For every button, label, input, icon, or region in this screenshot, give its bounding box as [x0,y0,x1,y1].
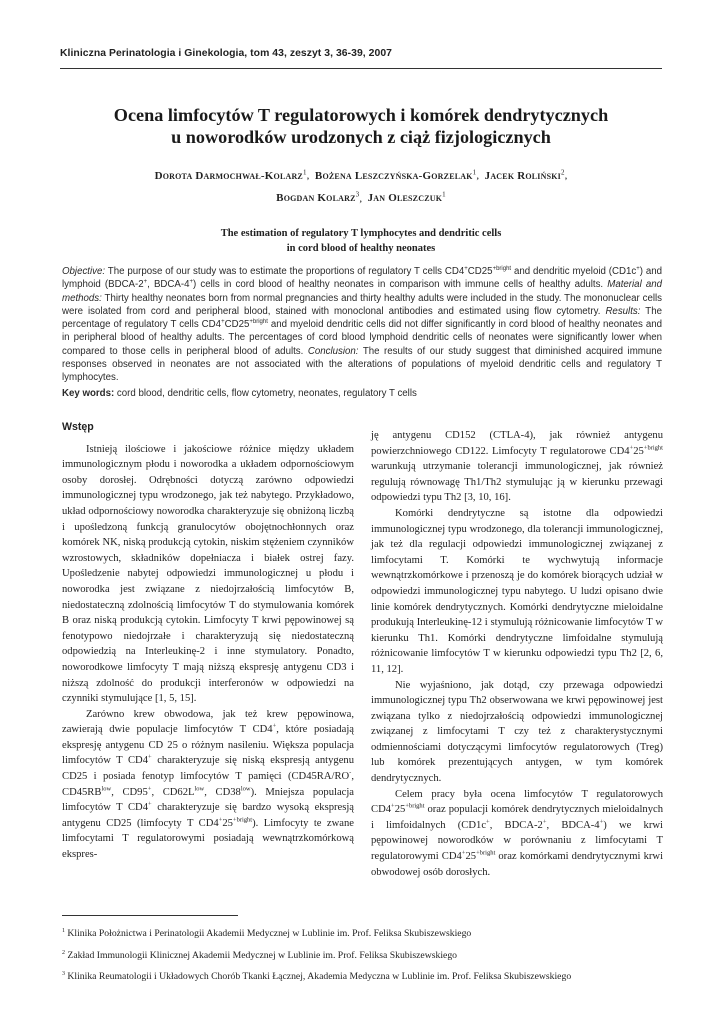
author-name: Bożena Leszczyńska-Gorzelak [314,169,473,182]
paragraph-text: Zarówno krew obwodowa, jak też krew pępowinowa, zawierają dwie populacje limfocytów T CD4 [62,708,354,736]
title-line-1: Ocena limfocytów T regulatorowych i komórek dendrytycznych [113,105,609,125]
right-column [371,428,663,880]
footnote-number: 2 [62,949,65,956]
paragraph [371,787,663,881]
paragraph-text: , BDCA-2 [489,819,543,831]
superscript: + [272,722,277,730]
superscript: +bright [476,849,496,857]
paragraph-text: charakteryzuje się niską ekspresją antygenu CD25 i posiada fenotyp limfocytów T pamięci (CD45RA/RO [62,755,354,783]
paragraph [371,428,663,506]
footnote-number: 1 [62,928,65,934]
superscript: low [194,785,205,793]
abstract-text: ) and lymphoid (BDCA-2 [62,266,662,291]
superscript: + [218,816,223,824]
journal-header: Kliniczna Perinatologia i Ginekologia, tom 43, zeszyt 3, 36-39, 2007 [60,48,392,59]
superscript: + [221,318,225,325]
footnote-divider [62,915,238,916]
paragraph-text: warunkują utrzymanie tolerancji immunologicznej, jak również regulują równowagę Th1/Th2 stymulując ją w kierunku przewagi odpowiedzi typu Th2 [3, 10, 16]. [371,461,663,504]
left-column [62,420,354,863]
paragraph-text: , CD62L [151,786,195,798]
english-title-line-1: The estimation of regulatory T lymphocytes and dendritic cells [220,228,502,239]
author [155,170,307,182]
section-heading: Wstęp [62,421,94,433]
superscript: + [148,753,152,761]
paragraph [62,707,354,863]
abstract [62,265,662,385]
keywords-label: Key words: [62,388,115,399]
superscript: + [148,800,152,808]
paragraph: Nie wyjaśniono, jak dotąd, czy przewaga odpowiedzi immunologicznej typu Th2 obserwowana we krwi pępowinowej jest związana tylko z niedojrzałością odpowiedzi immunologicznej związanej z limfocytami T czy też z charakterystycznymi odmiennościami dotyczącymi limfocytów regulatorowych (Treg) lub komórek prezentujących antygen, w tym komórek dendrytycznych. [371,679,663,785]
author-affiliation: 1 [302,168,307,176]
superscript: + [189,279,194,286]
abstract-text: The percentage of regulatory T cells CD4 [62,305,662,331]
paragraph-text: ). Mniejsza populacja limfocytów T CD4 [62,786,354,814]
paragraph-text: ję antygenu CD152 (CTLA-4), jak również antygenu powierzchniowego CD122. Limfocyty T regulatorowe CD4 [371,430,663,457]
superscript: low [101,785,112,793]
conclusion-label: Conclusion: [307,345,359,357]
superscript: + [143,279,148,286]
objective-label: Objective: [62,266,106,277]
superscript: + [464,265,468,272]
header-divider [60,68,662,69]
author-list: Dorota Darmochwał-Kolarz$^1$, Bożena Leszczyńska-Gorzelak$^1$, Jacek Roliński$^2$, Bogdan Kolarz$^3$, Jan Oleszczuk$^1$ [154,168,568,205]
abstract-text: , BDCA-4 [147,279,190,291]
superscript: + [599,818,604,826]
paragraph-text: , BDCA-4 [546,819,600,831]
author-affiliation: 1 [442,190,446,199]
english-title [60,226,662,256]
paragraph: Istnieją ilościowe i jakościowe różnice między układem immunologicznym płodu i noworodka a układem odpornościowym osoby dorosłej. Odrębności dotyczą zarówno odpowiedzi immunologicznej typu wrodzonego, jak też nabytego. Przykładowo, układ odpornościowy noworodka charakteryzuje się obniżoną liczbą i upośledzoną funkcją granulocytów obojętnochłonnych oraz komórek NK, niską produkcją cytokin, niskim stężeniem czynników wzrostowych, składników dopełniacza i białek ostrej fazy. Upośledzenie nabytej odpowiedzi immunologicznej u płodu i noworodka jest związane z niedojrzałością limfocytów B, niedostateczną zdolnością limfocytów T do stymulowania komórek B oraz niską produkcją cytokin. Limfocyty T krwi pępowinowej są fenotypowo niedojrzałe i charakteryzują się niedostateczną odpowiedzią na Interleukinę-2 i inne stymulatory. Ponadto, noworodkowe limfocyty T mają niższą ekspresję antygenu CD3 i niższą zdolność do produkcji interferonów w odpowiedzi na czynniki stymulujące [1, 5, 15]. [62,443,354,705]
footnotes [62,922,662,987]
author [315,170,476,182]
author-name: Dorota Darmochwał-Kolarz [154,169,303,182]
footnote [62,922,662,944]
paragraph-text: , CD38 [204,786,241,798]
author-name: Bogdan Kolarz [276,192,356,205]
superscript: + [147,785,152,793]
author-affiliation: 3 [355,190,360,199]
abstract-text: The results of our study suggest that diminished acquired immune responses observed in neonates are not associated with the alterations of populations of myeloid dendritic cells and regulatory T lymphocytes. [62,345,662,384]
author-affiliation: 2 [560,168,565,176]
abstract-text: Thirty healthy neonates born from normal pregnancies and thirty healthy adults were included in the study. The mononuclear cells were isolated from cord and peripheral blood, stained with monoclonal antibodies and estimated using flow cytometry. [62,292,662,317]
superscript: +bright [492,265,512,272]
paragraph-text: ). Limfocyty te zwane limfocytami T regulatorowymi posiadają wewnątrzkomórkową ekspres- [62,817,354,861]
abstract-text: The purpose of our study was to estimate the proportions of regulatory T cells CD4 [105,266,465,277]
paragraph-text: ) we krwi pępowinowej noworodków w porównaniu z limfocytami T regulatorowymi CD4 [371,819,663,863]
footnote-text: Klinika Położnictwa i Perinatologii Akademii Medycznej w Lublinie im. Prof. Feliksa Skubiszewskiego [65,928,472,940]
paragraph-text: , które posiadają ekspresję antygenu CD 25 o różnym nasileniu. Większa populacja limfocytów T CD4 [62,724,354,767]
superscript: + [542,818,547,826]
abstract-text: CD25 [224,319,250,331]
results-label: Results: [605,305,641,317]
superscript: +bright [232,816,253,824]
footnote-text: Klinika Reumatologii i Układowych Chorób Tkanki Łącznej, Akademia Medyczna w Lublinie im. Prof. Feliksa Skubiszewskiego [65,971,572,983]
footnote [62,965,662,987]
author-name: Jacek Roliński [484,169,561,182]
keywords-text: cord blood, dendritic cells, flow cytometry, neonates, regulatory T cells [114,388,417,399]
paragraph-text: oraz populacji komórek dendrytycznych mieloidalnych i limfoidalnych (CD1c [371,804,663,831]
paragraph: Komórki dendrytyczne są istotne dla odpowiedzi immunologicznej typu wrodzonego, dla tolerancji immunologicznej, jak też dla regulacji odpowiedzi immunologicznej związanej z limfocytami T. Komórki te wychwytują informacje wewnątrzkomórkowe i przenoszą je do komórek biorących udział w odpowiedzi immunologicznej typu nabytego. U ludzi opisano dwie linie komórek dendrytycznych. Komórki dendrytyczne mieloidalne produkują Interleukinę-12 i stymulują różnicowanie limfocytów T w kierunku Th1. Komórki dendrytyczne limfoidalne stymulują różnicowanie limfocytów T w kierunku odpowiedzi typu Th2 [2, 6, 11, 12]. [371,507,663,675]
superscript: +bright [405,802,425,810]
methods-label: Material and methods: [62,279,662,304]
footnote-number: 3 [62,971,65,978]
paragraph-text: charakteryzuje się bardzo wysoką ekspresją antygenu CD25 (limfocyty T CD4 [62,802,354,829]
paragraph-text: 25 [633,445,644,457]
author [276,192,359,204]
superscript: + [629,444,634,452]
footnote-text: Zakład Immunologii Klinicznej Akademii Medycznej w Lublinie im. Prof. Feliksa Skubiszewskiego [65,949,458,961]
superscript: + [636,265,640,272]
keywords [62,387,662,400]
superscript: +bright [249,318,268,325]
superscript: - [349,769,352,777]
author-affiliation: 1 [472,168,477,176]
author [485,170,565,182]
superscript: + [391,802,395,810]
superscript: low [240,785,251,793]
paragraph-text: 25 [465,851,477,863]
abstract-text: CD25 [467,266,493,277]
abstract-text: ) cells in cord blood of healthy neonates in comparison with immune cells of healthy adults. [193,279,604,291]
paragraph-text: , CD45RB [62,771,354,798]
footnote [62,944,662,966]
article-title [60,104,662,148]
superscript: + [486,818,490,826]
paragraph-text: oraz komórkami dendrytycznymi krwi obwodowej osób dorosłych. [371,851,664,878]
paragraph-text: , CD95 [111,786,148,798]
superscript: + [461,849,466,857]
author [368,192,446,204]
paragraph-text: 25 [394,804,406,816]
title-line-2: u noworodków urodzonych z ciąż fizjologicznych [171,127,551,147]
paragraph-text: Celem pracy była ocena limfocytów T regulatorowych CD4 [371,788,663,816]
abstract-text: and myeloid dendritic cells did not differ significantly in cord blood of healthy neonates and in peripheral blood of healthy adults. The percentages of cord blood lymphoid dendritic cells of neonates were significantly lower when compared to those cells in peripheral blood of adults. [62,319,662,357]
superscript: +bright [643,444,663,452]
english-title-line-2: in cord blood of healthy neonates [286,243,436,254]
abstract-text: and dendritic myeloid (CD1c [511,266,637,277]
paragraph-text: 25 [222,817,233,829]
author-name: Jan Oleszczuk [367,192,443,205]
